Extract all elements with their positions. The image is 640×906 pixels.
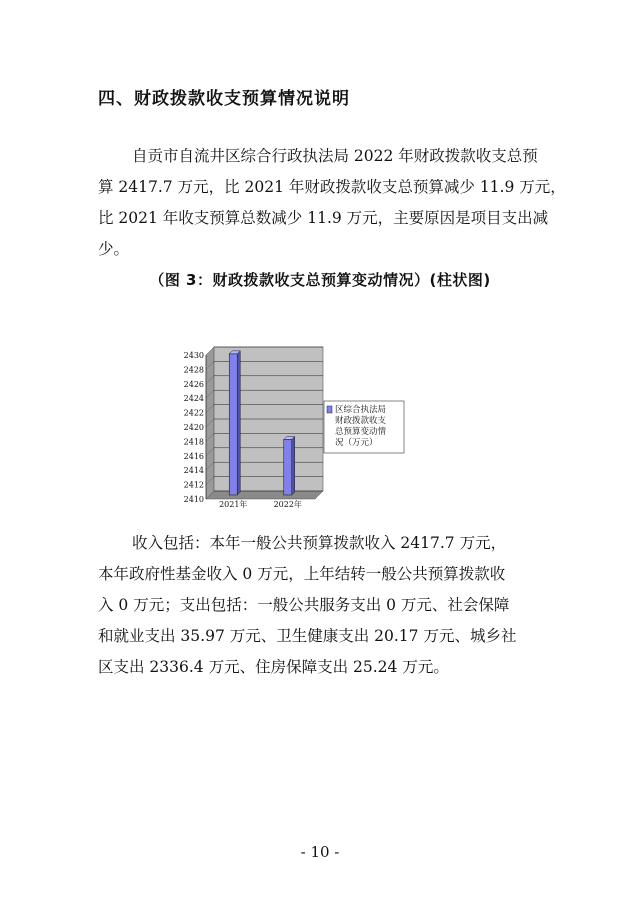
y-tick-label: 2416 bbox=[183, 451, 204, 461]
y-tick-label: 2422 bbox=[183, 408, 204, 418]
bar-side bbox=[237, 351, 240, 495]
legend-label: 区综合执法局 bbox=[335, 405, 387, 415]
legend-label: 况（万元） bbox=[335, 438, 378, 448]
legend-swatch bbox=[327, 406, 332, 413]
paragraph-line: 少。 bbox=[98, 240, 130, 258]
paragraph-line: 算 2417.7 万元，比 2021 年财政拨款收支总预算减少 11.9 万元， bbox=[98, 178, 566, 196]
paragraph-line: 比 2021 年收支预算总数减少 11.9 万元，主要原因是项目支出减 bbox=[98, 209, 549, 227]
legend-label: 财政拨款收支 bbox=[335, 416, 387, 426]
bar bbox=[284, 440, 292, 495]
paragraph-line: 区支出 2336.4 万元、住房保障支出 25.24 万元。 bbox=[98, 658, 449, 676]
figure-caption: （图 3：财政拨款收支总预算变动情况）(柱状图) bbox=[149, 271, 491, 289]
y-tick-label: 2410 bbox=[183, 495, 204, 504]
paragraph-line: 和就业支出 35.97 万元、卫生健康支出 20.17 万元、城乡社 bbox=[98, 627, 517, 645]
y-tick-label: 2428 bbox=[183, 365, 204, 375]
chart-floor bbox=[206, 491, 323, 499]
paragraph-line: 收入包括：本年一般公共预算拨款收入 2417.7 万元， bbox=[132, 534, 507, 552]
budget-summary-paragraph bbox=[98, 141, 566, 265]
section-heading: 四、财政拨款收支预算情况说明 bbox=[98, 89, 350, 109]
y-tick-label: 2430 bbox=[183, 351, 204, 360]
x-tick-label: 2021年 bbox=[219, 500, 248, 509]
x-tick-label: 2022年 bbox=[273, 500, 302, 509]
y-tick-label: 2412 bbox=[183, 480, 204, 490]
page-number: - 10 - bbox=[300, 843, 340, 861]
legend-label: 总预算变动情 bbox=[335, 427, 387, 437]
y-tick-label: 2420 bbox=[183, 423, 204, 432]
bar-side bbox=[292, 437, 295, 495]
paragraph-line: 入 0 万元；支出包括：一般公共服务支出 0 万元、社会保障 bbox=[98, 596, 510, 614]
y-tick-label: 2426 bbox=[183, 379, 204, 389]
paragraph-line: 自贡市自流井区综合行政执法局 2022 年财政拨款收支总预 bbox=[132, 147, 538, 165]
y-tick-label: 2418 bbox=[183, 437, 204, 447]
y-tick-label: 2414 bbox=[183, 466, 204, 476]
y-tick-label: 2424 bbox=[183, 394, 204, 404]
bar bbox=[229, 354, 237, 495]
budget-change-bar-chart bbox=[180, 337, 420, 509]
income-expense-paragraph bbox=[98, 528, 548, 683]
paragraph-line: 本年政府性基金收入 0 万元，上年结转一般公共预算拨款收 bbox=[98, 565, 506, 583]
